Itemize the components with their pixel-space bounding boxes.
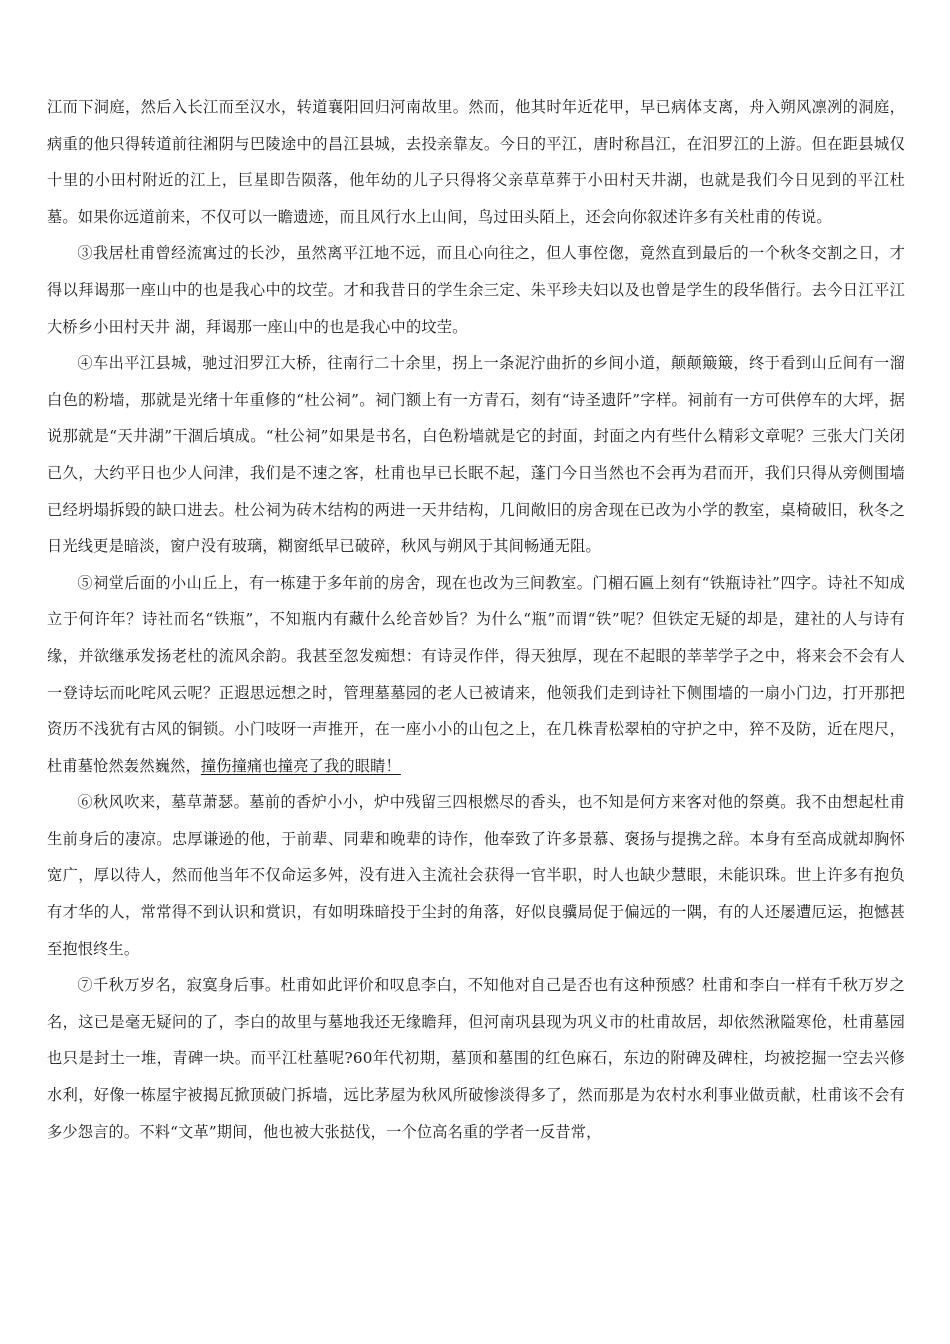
- paragraph-continued: 江而下洞庭，然后入长江而至汉水，转道襄阳回归河南故里。然而，他其时年近花甲，早已病体支离，舟入朔风凛冽的洞庭，病重的他只得转道前往湘阴与巴陵途中的昌江县城，去投亲靠友。今日的平江，唐时称昌江，在汨罗江的上游。但在距县城仅十里的小田村附近的江上，巨星即告陨落，他年幼的儿子只得将父亲草草葬于小田村天井湖，也就是我们今日见到的平江杜墓。如果你远道前来，不仅可以一瞻遗迹，而且风行水上山间，鸟过田头陌上，还会向你叙述许多有关杜甫的传说。: [47, 98, 905, 226]
- document-page: [47, 89, 905, 1150]
- underlined-sentence: 撞伤撞痛也撞亮了我的眼睛！: [200, 756, 401, 775]
- paragraph-4: ④车出平江县城，驰过汨罗江大桥，往南行二十余里，拐上一条泥泞曲折的乡间小道，颠颠簸簸，终于看到山丘间有一溜白色的粉墙，那就是光绪十年重修的“杜公祠”。祠门额上有一方青石，刻有“诗圣遗阡”字样。祠前有一方可供停车的大坪，据说那就是“天井湖”干涸后填成。“杜公祠”如果是书名，白色粉墙就是它的封面，封面之内有些什么精彩文章呢？三张大门关闭已久，大约平日也少人问津，我们是不速之客，杜甫也早已长眠不起，蓬门今日当然也不会再为君而开，我们只得从旁侧围墙已经坍塌拆毁的缺口进去。杜公祠为砖木结构的两进一天井结构，几间敞旧的房舍现在已改为小学的教室，桌椅破旧，秋冬之日光线更是暗淡，窗户没有玻璃，糊窗纸早已破碎，秋风与朔风于其间畅通无阻。: [47, 354, 905, 556]
- paragraph-3: ③我居杜甫曾经流寓过的长沙，虽然离平江地不远，而且心向往之，但人事倥偬，竟然直到最后的一个秋冬交割之日，才得以拜谒那一座山中的也是我心中的坟茔。才和我昔日的学生余三定、朱平珍夫妇以及也曾是学生的段华偕行。去今日江平江大桥乡小田村天井 湖，拜谒那一座山中的也是我心中的坟茔。: [47, 244, 905, 336]
- paragraph-5: [47, 565, 905, 785]
- paragraph-6: ⑥秋风吹来，墓草萧瑟。墓前的香炉小小，炉中残留三四根燃尽的香头，也不知是何方来客对他的祭奠。我不由想起杜甫生前身后的凄凉。忠厚谦逊的他，于前辈、同辈和晚辈的诗作，他奉致了许多景慕、褒扬与提携之辞。本身有至高成就却胸怀宽广，厚以待人，然而他当年不仅命运多舛，没有进入主流社会获得一官半职，时人也缺少慧眼，未能识珠。世上许多有抱负有才华的人，常常得不到认识和赏识，有如明珠暗投于尘封的角落，好似良骥局促于偏远的一隅，有的人还屡遭厄运，抱憾甚至抱恨终生。: [47, 793, 905, 958]
- paragraph-7: ⑦千秋万岁名，寂寞身后事。杜甫如此评价和叹息李白，不知他对自己是否也有这种预感？杜甫和李白一样有千秋万岁之名，这已是毫无疑问的了，李白的故里与墓地我还无缘瞻拜，但河南巩县现为巩义市的杜甫故居，却依然湫隘寒伧，杜甫墓园也只是封土一堆，青碑一块。而平江杜墓呢?60年代初期，墓顶和墓围的红色麻石，东边的附碑及碑柱，均被挖掘一空去兴修水利，好像一栋屋宇被揭瓦掀顶破门拆墙，远比茅屋为秋风所破惨淡得多了，然而那是为农村水利事业做贡献，杜甫该不会有多少怨言的。不料“文革”期间，他也被大张挞伐，一个位高名重的学者一反昔常，: [47, 976, 905, 1141]
- paragraph-5-text: ⑤祠堂后面的小山丘上，有一栋建于多年前的房舍，现在也改为三间教室。门楣石匾上刻有“铁瓶诗社”四字。诗社不知成立于何许年？诗社而名“铁瓶”，不知瓶内有藏什么纶音妙旨？为什么“瓶”而谓“铁”呢？但铁定无疑的却是，建社的人与诗有缘，并欲继承发扬老杜的流风余韵。我甚至忽发痴想：有诗灵作伴，得天独厚，现在不起眼的莘莘学子之中，将来会不会有人一登诗坛而叱咤风云呢？正遐思远想之时，管理墓墓园的老人已被请来，他领我们走到诗社下侧围墙的一扇小门边，打开那把资历不浅犹有古风的铜锁。小门吱呀一声推开，在一座小小的山包之上，在几株青松翠柏的守护之中，猝不及防，近在咫尺，杜甫墓怆然轰然巍然，: [47, 573, 905, 775]
